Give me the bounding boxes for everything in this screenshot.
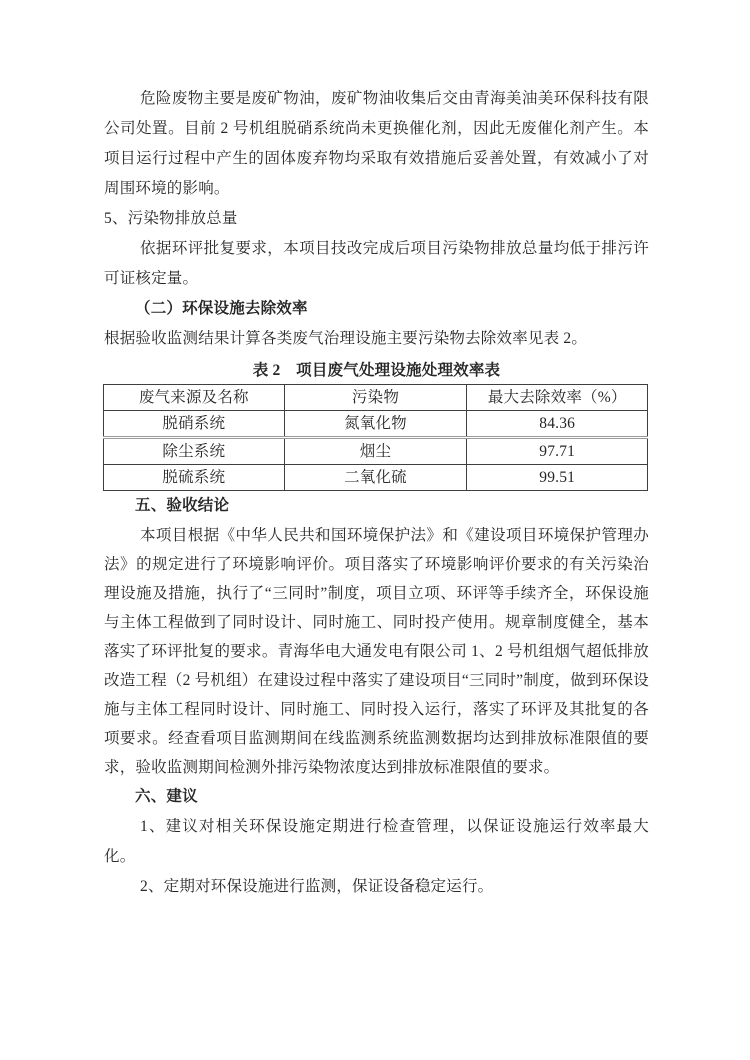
heading-pollutant-total: 5、污染物排放总量 — [104, 210, 238, 227]
table-header-row — [104, 385, 648, 411]
suggestion-item-2: 2、定期对环保设施进行监测，保证设备稳定运行。 — [140, 878, 494, 895]
table-cell-efficiency: 99.51 — [467, 465, 648, 491]
heading-conclusion: 五、验收结论 — [135, 497, 230, 514]
table-cell-source: 除尘系统 — [104, 438, 285, 465]
table-row — [104, 465, 648, 491]
paragraph-solid-waste: 危险废物主要是废矿物油，废矿物油收集后交由青海美油美环保科技有限公司处置。目前 2 号机组脱硝系统尚未更换催化剂，因此无废催化剂产生。本项目运行过程中产生的固体废弃物均采取有效措施后妥善处置，有效减小了对周围环境的影响。 — [104, 90, 649, 197]
table-header-source: 废气来源及名称 — [104, 385, 285, 411]
paragraph-conclusion: 本项目根据《中华人民共和国环境保护法》和《建设项目环境保护管理办法》的规定进行了环境影响评价。项目落实了环境影响评价要求的有关污染治理设施及措施，执行了“三同时”制度，项目立项、环评等手续齐全，环保设施与主体工程做到了同时设计、同时施工、同时投产使用。规章制度健全，基本落实了环评批复的要求。青海华电大通发电有限公司 1、2 号机组烟气超低排放改造工程（2 号机组）在建设过程中落实了建设项目“三同时”制度，做到环保设施与主体工程同时设计、同时施工、同时投入运行，落实了环评及其批复的各项要求。经查看项目监测期间在线监测系统监测数据均达到排放标准限值的要求，验收监测期间检测外排污染物浓度达到排放标准限值的要求。 — [104, 527, 649, 776]
table-header-pollutant: 污染物 — [284, 385, 467, 411]
table-row — [104, 438, 648, 465]
table-cell-efficiency: 97.71 — [467, 438, 648, 465]
table-row — [104, 411, 648, 438]
table-header-efficiency: 最大去除效率（%） — [467, 385, 648, 411]
table-cell-pollutant: 氮氧化物 — [284, 411, 467, 438]
table-cell-pollutant: 烟尘 — [284, 438, 467, 465]
table-cell-source: 脱硝系统 — [104, 411, 285, 438]
table2-title: 表 2 项目废气处理设施处理效率表 — [252, 362, 501, 379]
paragraph-emission-total: 依据环评批复要求，本项目技改完成后项目污染物排放总量均低于排污许可证核定量。 — [104, 240, 649, 287]
heading-removal-efficiency: （二）环保设施去除效率 — [135, 300, 308, 317]
suggestion-item-1: 1、建议对相关环保设施定期进行检查管理，以保证设施运行效率最大化。 — [104, 818, 649, 865]
heading-suggestions: 六、建议 — [135, 788, 198, 805]
paragraph-table-intro: 根据验收监测结果计算各类废气治理设施主要污染物去除效率见表 2。 — [104, 330, 588, 347]
table-cell-source: 脱硫系统 — [104, 465, 285, 491]
table-cell-efficiency: 84.36 — [467, 411, 648, 438]
page-content — [104, 84, 649, 902]
table-cell-pollutant: 二氧化硫 — [284, 465, 467, 491]
table2 — [103, 384, 648, 491]
